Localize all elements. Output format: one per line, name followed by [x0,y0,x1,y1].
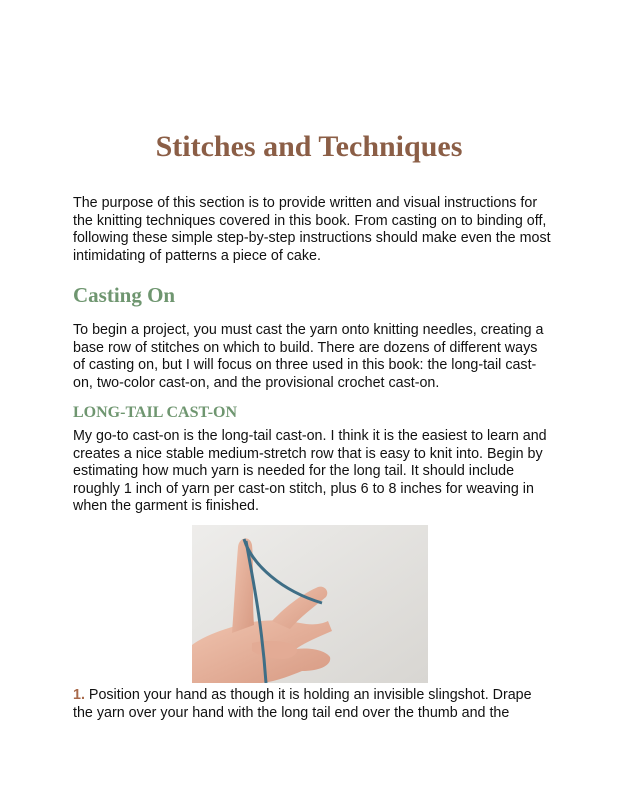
step-text: Position your hand as though it is holding an invisible slingshot. Drape the yarn over your hand with the long tail end over the thumb and the [73,687,532,721]
intro-paragraph: The purpose of this section is to provide written and visual instructions for the knitting techniques covered in this book. From casting on to binding off, following these simple step-by-step instructions should make even the most intimidating of patterns a piece of cake. [73,195,551,264]
page-title: Stitches and Techniques [155,130,463,163]
step-number: 1. [73,687,85,703]
section-heading: Casting On [73,283,176,307]
step-paragraph [73,687,551,722]
subsection-paragraph: My go-to cast-on is the long-tail cast-on. I think it is the easiest to learn and creates a nice stable medium-stretch row that is easy to knit into. Begin by estimating how much yarn is needed for the long tail. It should include roughly 1 inch of yarn per cast-on stitch, plus 6 to 8 inches for weaving in when the garment is finished. [73,428,547,515]
section-paragraph: To begin a project, you must cast the yarn onto knitting needles, creating a base row of stitches on which to build. There are dozens of different ways of casting on, but I will focus on three used in this book: the long-tail cast-on, two-color cast-on, and the provisional crochet cast-on. [73,322,544,391]
subsection-heading: LONG-TAIL CAST-ON [73,404,238,421]
hand-yarn-photo [192,525,428,683]
